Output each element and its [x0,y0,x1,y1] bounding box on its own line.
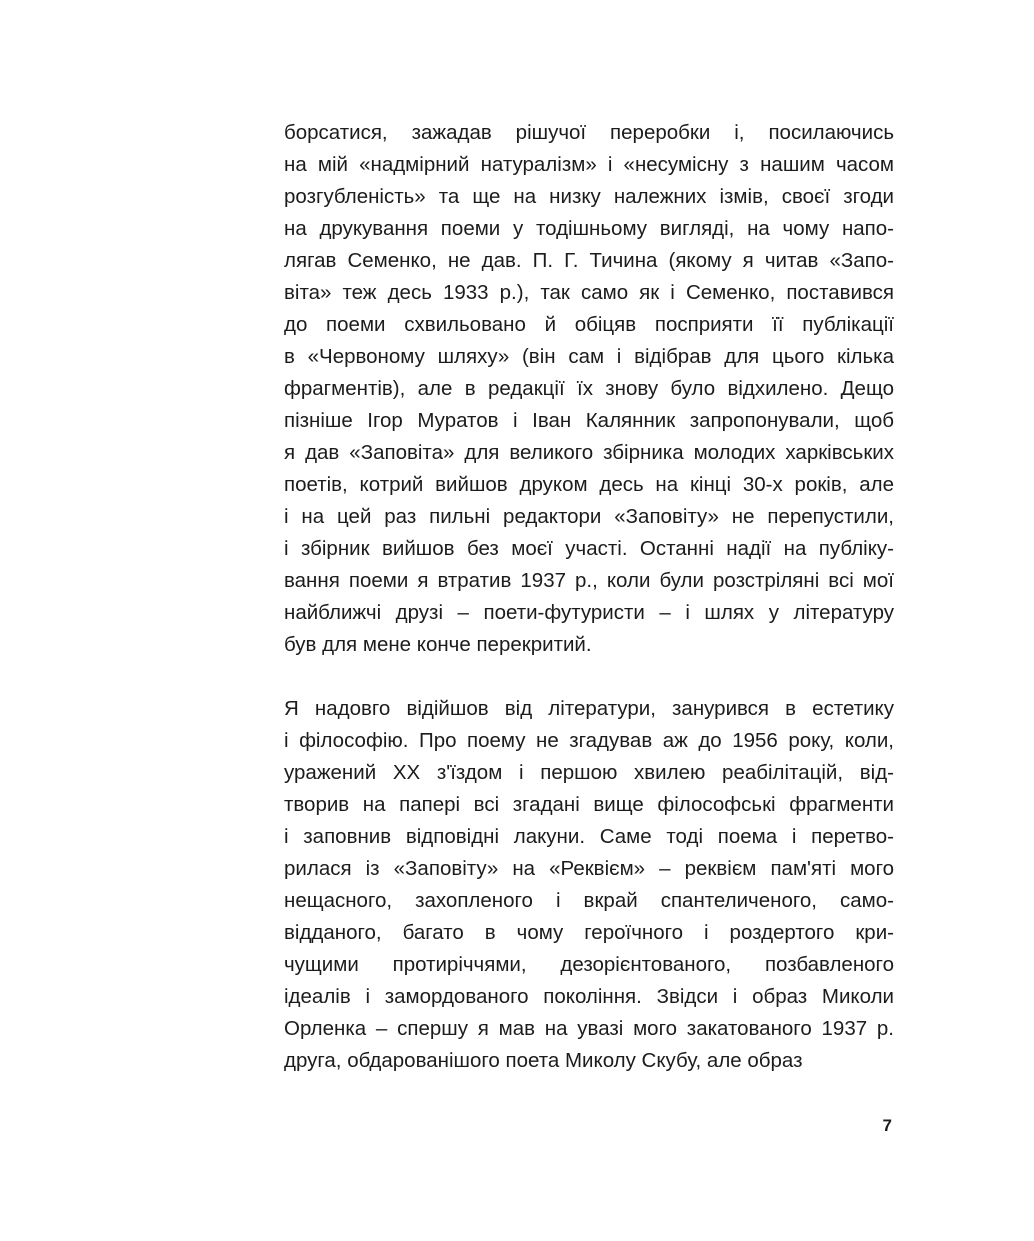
text-line: відданого, багато в чому героїчного і роздертого кри- [284,921,894,944]
text-line: і на цей раз пильні редактори «Заповіту» не перепустили, [284,505,894,528]
page-number: 7 [882,1116,892,1135]
text-line: друга, обдарованішого поета Миколу Скубу, але образ [284,1049,803,1072]
text-line: і збірник вийшов без моєї участі. Останні надії на публіку- [284,537,894,560]
text-line: уражений XX з'їздом і першою хвилею реабілітацій, від- [284,761,894,784]
text-line: до поеми схвильовано й обіцяв посприяти її публікації [284,313,894,336]
text-line: вання поеми я втратив 1937 р., коли були розстріляні всі мої [284,569,894,592]
body-text [284,117,894,1077]
text-line: Я надовго відійшов від літератури, занурився в естетику [284,697,894,720]
text-line: поетів, котрий вийшов друком десь на кінці 30-х років, але [284,473,894,496]
text-line: на мій «надмірний натуралізм» і «несумісну з нашим часом [284,153,894,176]
text-line: нещасного, захопленого і вкрай спантеличеного, само- [284,889,894,912]
text-line: я дав «Заповіта» для великого збірника молодих харківських [284,441,894,464]
paragraph [284,693,894,1077]
text-line: фрагментів), але в редакції їх знову було відхилено. Дещо [284,377,894,400]
text-line: чущими протиріччями, дезорієнтованого, позбавленого [284,953,894,976]
paragraph [284,117,894,661]
text-line: пізніше Ігор Муратов і Іван Калянник запропонували, щоб [284,409,894,432]
text-line: був для мене конче перекритий. [284,633,592,656]
text-line: розгубленість» та ще на низку належних ізмів, своєї згоди [284,185,894,208]
text-line: і філософію. Про поему не згадував аж до 1956 року, коли, [284,729,894,752]
text-line: борсатися, зажадав рішучої переробки і, посилаючись [284,121,894,144]
text-line: віта» теж десь 1933 р.), так само як і Семенко, поставився [284,281,894,304]
text-line: рилася із «Заповіту» на «Реквієм» – реквієм пам'яті мого [284,857,894,880]
text-line: найближчі друзі – поети-футуристи – і шлях у літературу [284,601,894,624]
text-line: і заповнив відповідні лакуни. Саме тоді поема і перетво- [284,825,894,848]
text-line: в «Червоному шляху» (він сам і відібрав для цього кілька [284,345,894,368]
text-line: творив на папері всі згадані вище філософські фрагменти [284,793,894,816]
text-line: лягав Семенко, не дав. П. Г. Тичина (якому я читав «Запо- [284,249,894,272]
text-line: на друкування поеми у тодішньому вигляді, на чому напо- [284,217,894,240]
text-line: Орленка – спершу я мав на увазі мого закатованого 1937 р. [284,1017,894,1040]
text-line: ідеалів і замордованого покоління. Звідси і образ Миколи [284,985,894,1008]
